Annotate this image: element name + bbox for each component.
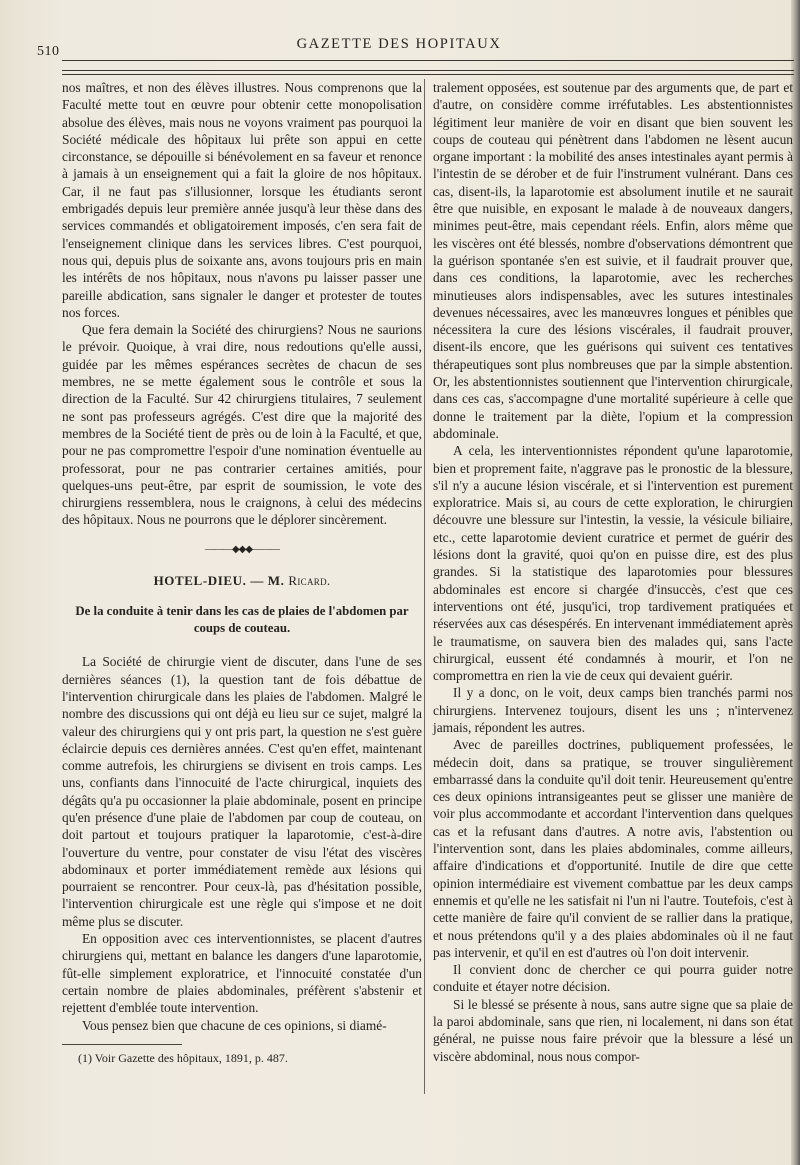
header-rule <box>62 60 794 61</box>
paragraph: La Société de chirurgie vient de discuter, dans l'une de ses dernières séances (1), la question tant de fois débattue de l'intervention chirurgicale dans les plaies de l'abdomen. Malgré le nombre des discussions qui ont déjà eu lieu sur ce sujet, malgré la valeur des chirurgiens qui y ont pris part, la question ne s'est guère éclaircie depuis ces dernières années. C'est qu'en effet, maintenant comme autrefois, les chirurgiens se divisent en trois camps. Les uns, confiants dans l'innocuité de l'acte chirurgical, inquiets des dégâts qu'a pu occasionner la plaie abdominale, posent en principe qu'en présence d'une plaie de l'abdomen par coup de couteau, on doit partout et toujours pratiquer la laparotomie, c'est-à-dire l'ouverture du ventre, pour constater de visu l'état des viscères abdominaux et porter immédiatement remède aux lésions qui pourraient se rencontrer. Pour ceux-là, pas d'hésitation possible, l'intervention chirurgicale est une règle qui s'impose et ne doit même plus se discuter. <box>62 654 422 929</box>
page-number: 510 <box>37 44 60 59</box>
paragraph: Il convient donc de chercher ce qui pourra guider notre conduite et étayer notre décision. <box>433 962 793 995</box>
footnote-rule <box>62 1044 182 1045</box>
left-column <box>62 79 422 1066</box>
column-divider <box>424 79 425 1094</box>
journal-title: GAZETTE DES HOPITAUX <box>296 36 502 52</box>
article-title: De la conduite à tenir dans les cas de plaies de l'abdomen par coups de couteau. <box>75 604 409 636</box>
paragraph: Que fera demain la Société des chirurgiens? Nous ne saurions le prévoir. Quoique, à vrai dire, nous redoutions qu'elle aussi, guidée par les mêmes espérances secrètes de chacun de ses membres, ne se mette également sous le contrôle et sous la direction de la Faculté. Sur 42 chirurgiens titulaires, 7 seulement ne sont pas professeurs agrégés. C'est dire que la majorité des membres de la Société tient de près ou de loin à la Faculté, et que, pour ne pas compromettre l'espoir d'une nomination éventuelle au professorat, pour ne pas contrarier certaines amitiés, pour quelques-uns peut-être, par esprit de soumission, le vote des chirurgiens ressemblera, nous le craignons, à celui des médecins des hôpitaux. Nous ne pourrons que le déplorer sincèrement. <box>62 322 422 528</box>
footnote: (1) Voir Gazette des hôpitaux, 1891, p. 487. <box>78 1050 288 1065</box>
right-column <box>433 79 793 1065</box>
section-ornament: ———◆◆◆——— <box>204 543 280 555</box>
paragraph: Il y a donc, on le voit, deux camps bien tranchés parmi nos chirurgiens. Intervenez toujours, disent les uns ; n'intervenez jamais, répondent les autres. <box>433 685 793 735</box>
paragraph: nos maîtres, et non des élèves illustres. Nous comprenons que la Faculté mette tout en œuvre pour obtenir cette monopolisation absolue des élèves, mais nous ne voyons vraiment pas pourquoi la Société médicale des hôpitaux lui prête son appui en cette circonstance, se dépouille si bénévolement en sa faveur et renonce à jamais à un enseignement qui a fait la gloire de nos hôpitaux. Car, il ne faut pas s'illusionner, lorsque les étudiants seront embrigadés depuis leur première année jusqu'à leur thèse dans des services commandés et obligatoirement imposés, c'en sera fait de l'enseignement clinique dans les services libres. C'est pourquoi, nous qui, depuis plus de soixante ans, avons toujours pris en main les intérêts de nos hôpitaux, nous n'avons pu laisser passer une pareille abdication, sans signaler le danger et protester de toutes nos forces. <box>62 80 422 320</box>
section-heading <box>62 572 422 589</box>
paragraph: Si le blessé se présente à nous, sans autre signe que sa plaie de la paroi abdominale, sans que rien, ni localement, ni dans son état général, ne puisse nous faire prévoir que la blessure a lésé un viscère abdominal, nous nous compor- <box>433 996 793 1064</box>
paragraph: Vous pensez bien que chacune de ces opinions, si diamé- <box>82 1017 387 1033</box>
paragraph: En opposition avec ces interventionnistes, se placent d'autres chirurgiens qui, mettant en balance les dangers d'une laparotomie, fût-elle simplement exploratrice, et l'innocuité constatée d'un certain nombre de plaies abdominales, préfèrent s'abstenir et rejettent d'emblée toute intervention. <box>62 931 422 1016</box>
paragraph: A cela, les interventionnistes répondent qu'une laparotomie, bien et proprement faite, n'aggrave pas le pronostic de la blessure, s'il n'y a aucune lésion viscérale, et si l'intervention est purement exploratrice. Mais si, au cours de cette exploration, le chirurgien découvre une blessure sur l'intestin, la vessie, la vésicule biliaire, etc., cette laparotomie devient curatrice et permet de guérir des lésions dont la gravité, quoi qu'on en puisse dire, est des plus grandes. Si la statistique des laparotomies pour blessures abdominales est encore si chargée d'insuccès, c'est que ces interventions ont été, jusqu'ici, trop tardivement pratiquées et réservées aux cas désespérés. En intervenant immédiatement après le traumatisme, on sauvera bien des malades qui, sans l'acte chirurgical, eussent été condamnés à mourir, et l'on ne compromettra en rien la vie de ceux qui devaient guérir. <box>433 443 793 684</box>
header-double-rule <box>62 70 794 75</box>
section-heading-hospital: HOTEL-DIEU. — M. <box>153 573 285 589</box>
paragraph: tralement opposées, est soutenue par des arguments que, de part et d'autre, on considère comme irréfutables. Les abstentionnistes légitiment leur manière de voir en disant que bien souvent les coups de couteau qui pénètrent dans l'abdomen ne lèsent aucun organe important : la mobilité des anses intestinales ayant permis à l'intestin de se dérober et de fuir l'instrument vulnérant. Dans ces cas, disent-ils, la laparotomie est absolument inutile et ne saurait être que nuisible, en exposant le malade à de nouveaux dangers, minimes peut-être, mais cependant réels. Enfin, alors même que les viscères ont été blessés, nombre d'observations démontrent que la guérison spontanée s'en est suivie, et il faudrait prouver que, dans ces conditions, la laparotomie, avec les recherches minutieuses alors indispensables, avec les sutures intestinales devenues nécessaires, avec les manœuvres longues et pénibles que nécessitera la cure des lésions viscérales, il faudrait prouver, disent-ils encore, que les guérisons qui suivent ces tentatives thérapeutiques sont plus nombreuses que par la simple abstention. Or, les abstentionnistes soutiennent que l'intervention chirurgicale, dans ces cas, s'accompagne d'une mortalité supérieure à celle que donne le traitement par la diète, l'opium et la compression abdominale. <box>433 80 793 441</box>
section-heading-doctor: Ricard. <box>288 573 331 589</box>
paragraph: Avec de pareilles doctrines, publiquement professées, le médecin doit, dans sa pratique, se trouver singulièrement embarrassé dans la conduite qu'il doit tenir. Heureusement qu'entre ces deux opinions intransigeantes peut se glisser une manière de voir plus accommodante et accordant l'intervention dans quelques cas et la refusant dans d'autres. A notre avis, l'abstention ou l'intervention sont, dans les plaies abdominales, comme ailleurs, affaire d'indications et d'opportunité. Inutile de dire que cette opinion intermédiaire est vivement combattue par les deux camps ennemis et qu'elle ne les satisfait ni l'un ni l'autre. Toutefois, c'est à cette manière de faire qu'il convient de se rallier dans la pratique, et nous prétendons qu'il y a des plaies abdominales où il ne faut pas intervenir, et qu'il en est d'autres où l'on doit intervenir. <box>433 737 793 960</box>
